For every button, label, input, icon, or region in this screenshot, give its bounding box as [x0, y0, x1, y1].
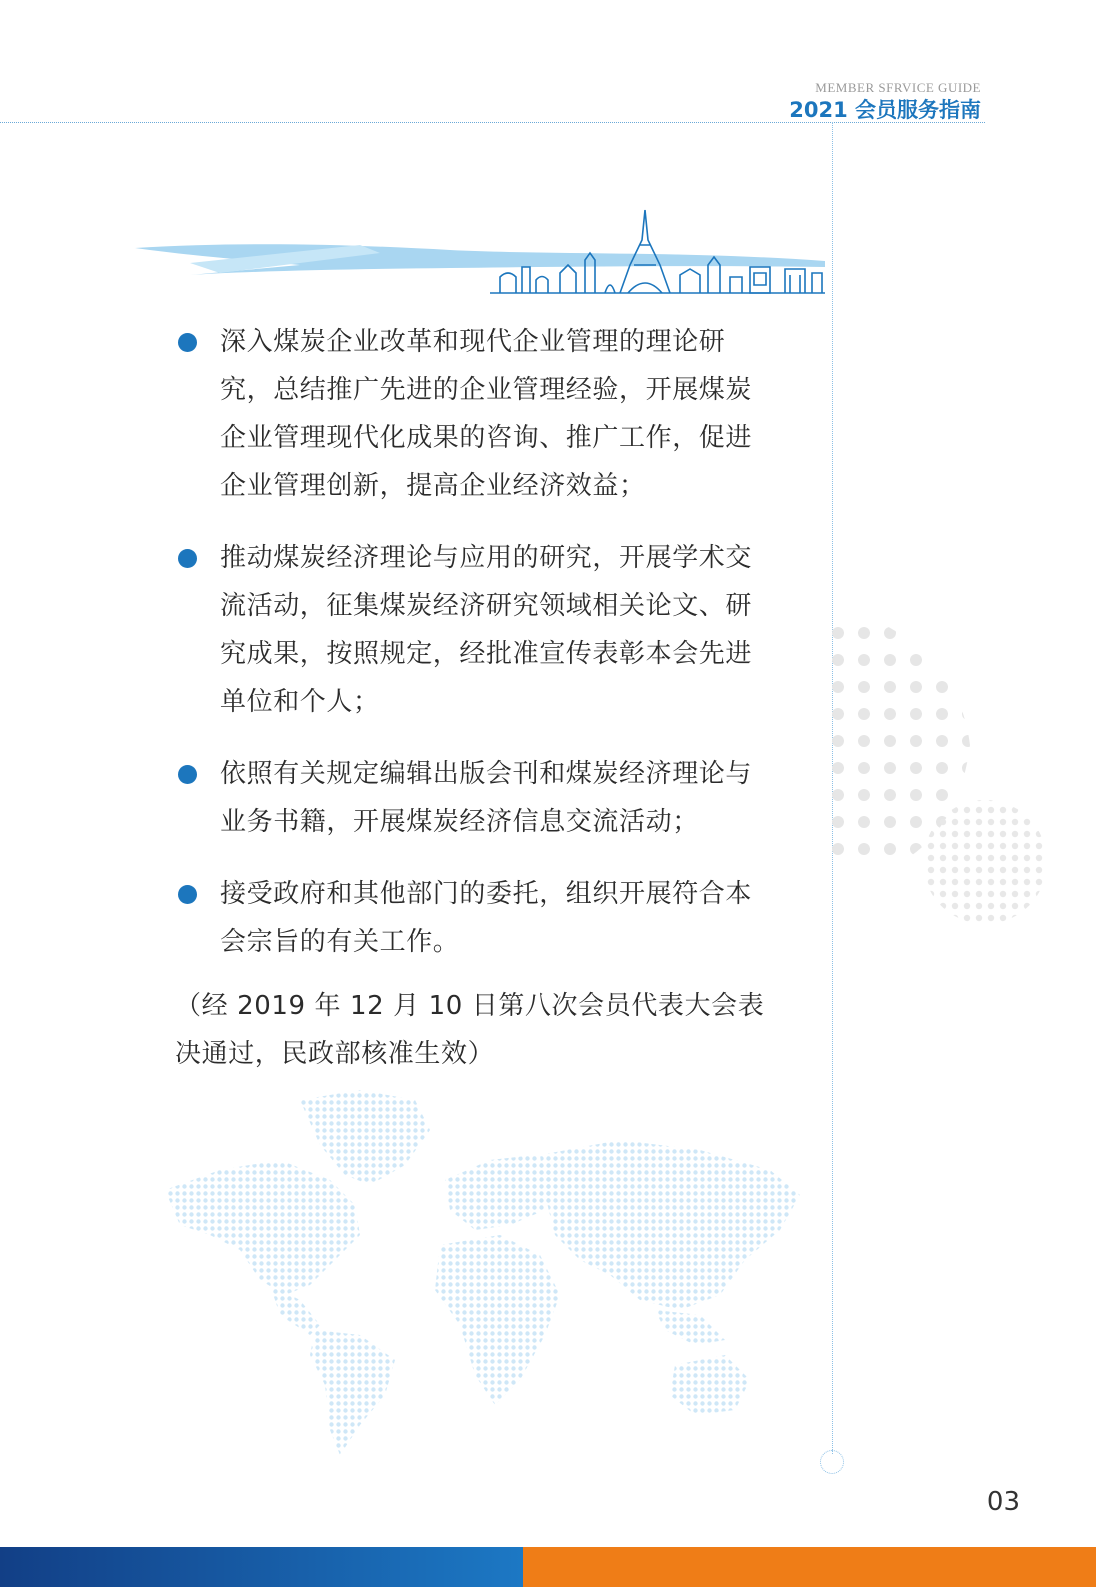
page-number: 03 [986, 1487, 1020, 1517]
footer-bar-blue [0, 1547, 523, 1587]
bullet-dot-icon [178, 333, 197, 352]
list-item [178, 750, 778, 846]
header-divider [0, 122, 985, 123]
adoption-note: （经 2019 年 12 月 10 日第八次会员代表大会表决通过，民政部核准生效） [175, 991, 765, 1069]
list-item-text: 依照有关规定编辑出版会刊和煤炭经济理论与业务书籍，开展煤炭经济信息交流活动； [220, 759, 753, 837]
footer-bar-orange [523, 1547, 1096, 1587]
city-skyline-icon [130, 205, 830, 300]
header-subtitle-en: MEMBER SFRVICE GUIDE [815, 80, 981, 95]
halftone-dots [830, 625, 1050, 935]
list-item-text: 推动煤炭经济理论与应用的研究，开展学术交流活动，征集煤炭经济研究领域相关论文、研究成果，按照规定，经批准宣传表彰本会先进单位和个人； [220, 543, 753, 717]
divider-end-circle [820, 1450, 844, 1474]
bullet-dot-icon [178, 549, 197, 568]
item-list [178, 318, 778, 990]
list-item [178, 534, 778, 726]
world-map-dots [160, 1085, 810, 1460]
bullet-dot-icon [178, 885, 197, 904]
list-item [178, 318, 778, 510]
bullet-dot-icon [178, 765, 197, 784]
list-item-text: 接受政府和其他部门的委托，组织开展符合本会宗旨的有关工作。 [220, 879, 753, 957]
list-item-text: 深入煤炭企业改革和现代企业管理的理论研究，总结推广先进的企业管理经验，开展煤炭企业管理现代化成果的咨询、推广工作，促进企业管理创新，提高企业经济效益； [220, 327, 753, 501]
list-item [178, 870, 778, 966]
header-title: 2021 会员服务指南 [789, 98, 981, 122]
